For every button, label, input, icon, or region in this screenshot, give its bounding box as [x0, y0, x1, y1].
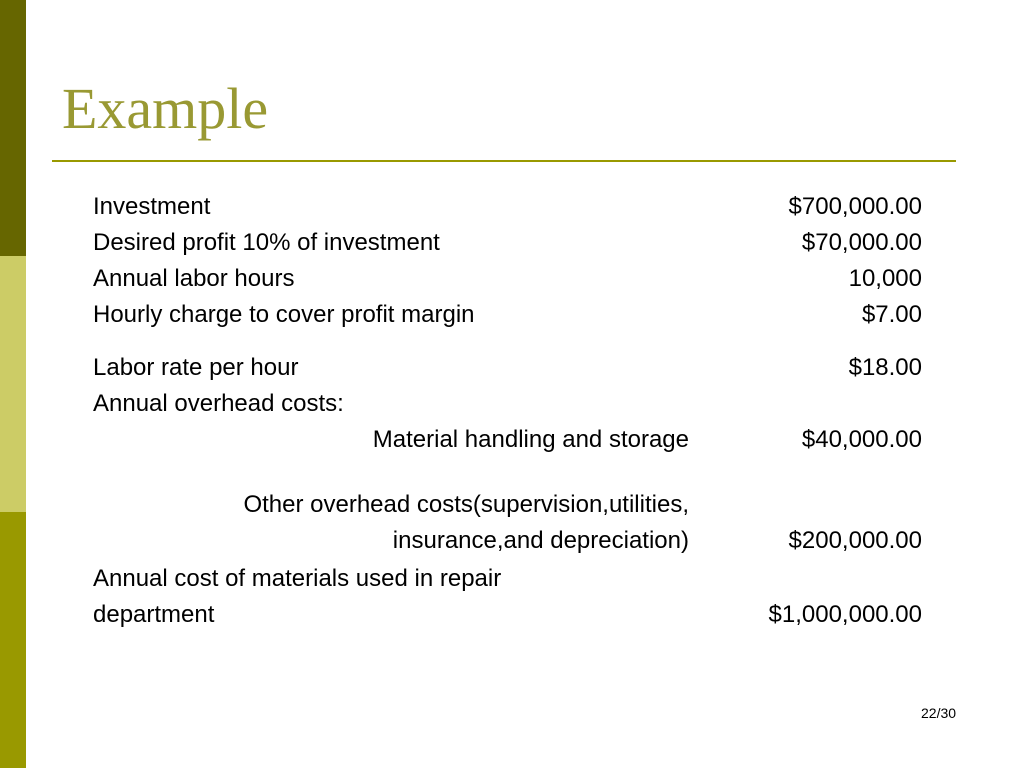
- side-stripe-dark: [0, 0, 26, 256]
- row-labor-rate: [93, 350, 922, 386]
- page-number: 22/30: [921, 705, 957, 721]
- row-value: $700,000.00: [788, 193, 922, 220]
- row-desired-profit: [93, 225, 922, 261]
- side-stripe-light: [0, 256, 26, 512]
- side-stripe-mid: [0, 512, 26, 768]
- row-label-line2: department: [93, 601, 215, 628]
- row-label: Labor rate per hour: [93, 354, 299, 381]
- row-value: $70,000.00: [801, 229, 922, 256]
- row-label-line1: Annual cost of materials used in repair: [93, 565, 502, 592]
- row-materials-cost: [93, 561, 922, 633]
- row-hourly-charge: [93, 297, 922, 333]
- row-label-line1: Other overhead costs(supervision,utilities,: [243, 491, 689, 518]
- row-annual-overhead-heading: [93, 386, 922, 422]
- row-annual-labor-hours: [93, 261, 922, 297]
- row-value: $7.00: [861, 301, 922, 328]
- row-investment: [93, 189, 922, 225]
- row-label: Material handling and storage: [372, 426, 689, 453]
- row-label: Investment: [93, 193, 211, 220]
- row-label: Hourly charge to cover profit margin: [93, 301, 475, 328]
- row-value: $40,000.00: [801, 426, 922, 453]
- title-underline: [52, 160, 956, 162]
- row-label: Annual overhead costs:: [93, 390, 344, 417]
- row-label: Annual labor hours: [93, 265, 295, 292]
- row-value: $18.00: [848, 354, 922, 381]
- row-value: 10,000: [848, 265, 922, 292]
- row-label: Desired profit 10% of investment: [93, 229, 440, 256]
- slide-title: Example: [62, 76, 269, 141]
- row-value: $200,000.00: [788, 527, 922, 554]
- row-other-overhead: [93, 487, 922, 559]
- row-material-handling: [93, 422, 922, 458]
- row-value: $1,000,000.00: [768, 601, 922, 628]
- row-label-line2: insurance,and depreciation): [392, 527, 689, 554]
